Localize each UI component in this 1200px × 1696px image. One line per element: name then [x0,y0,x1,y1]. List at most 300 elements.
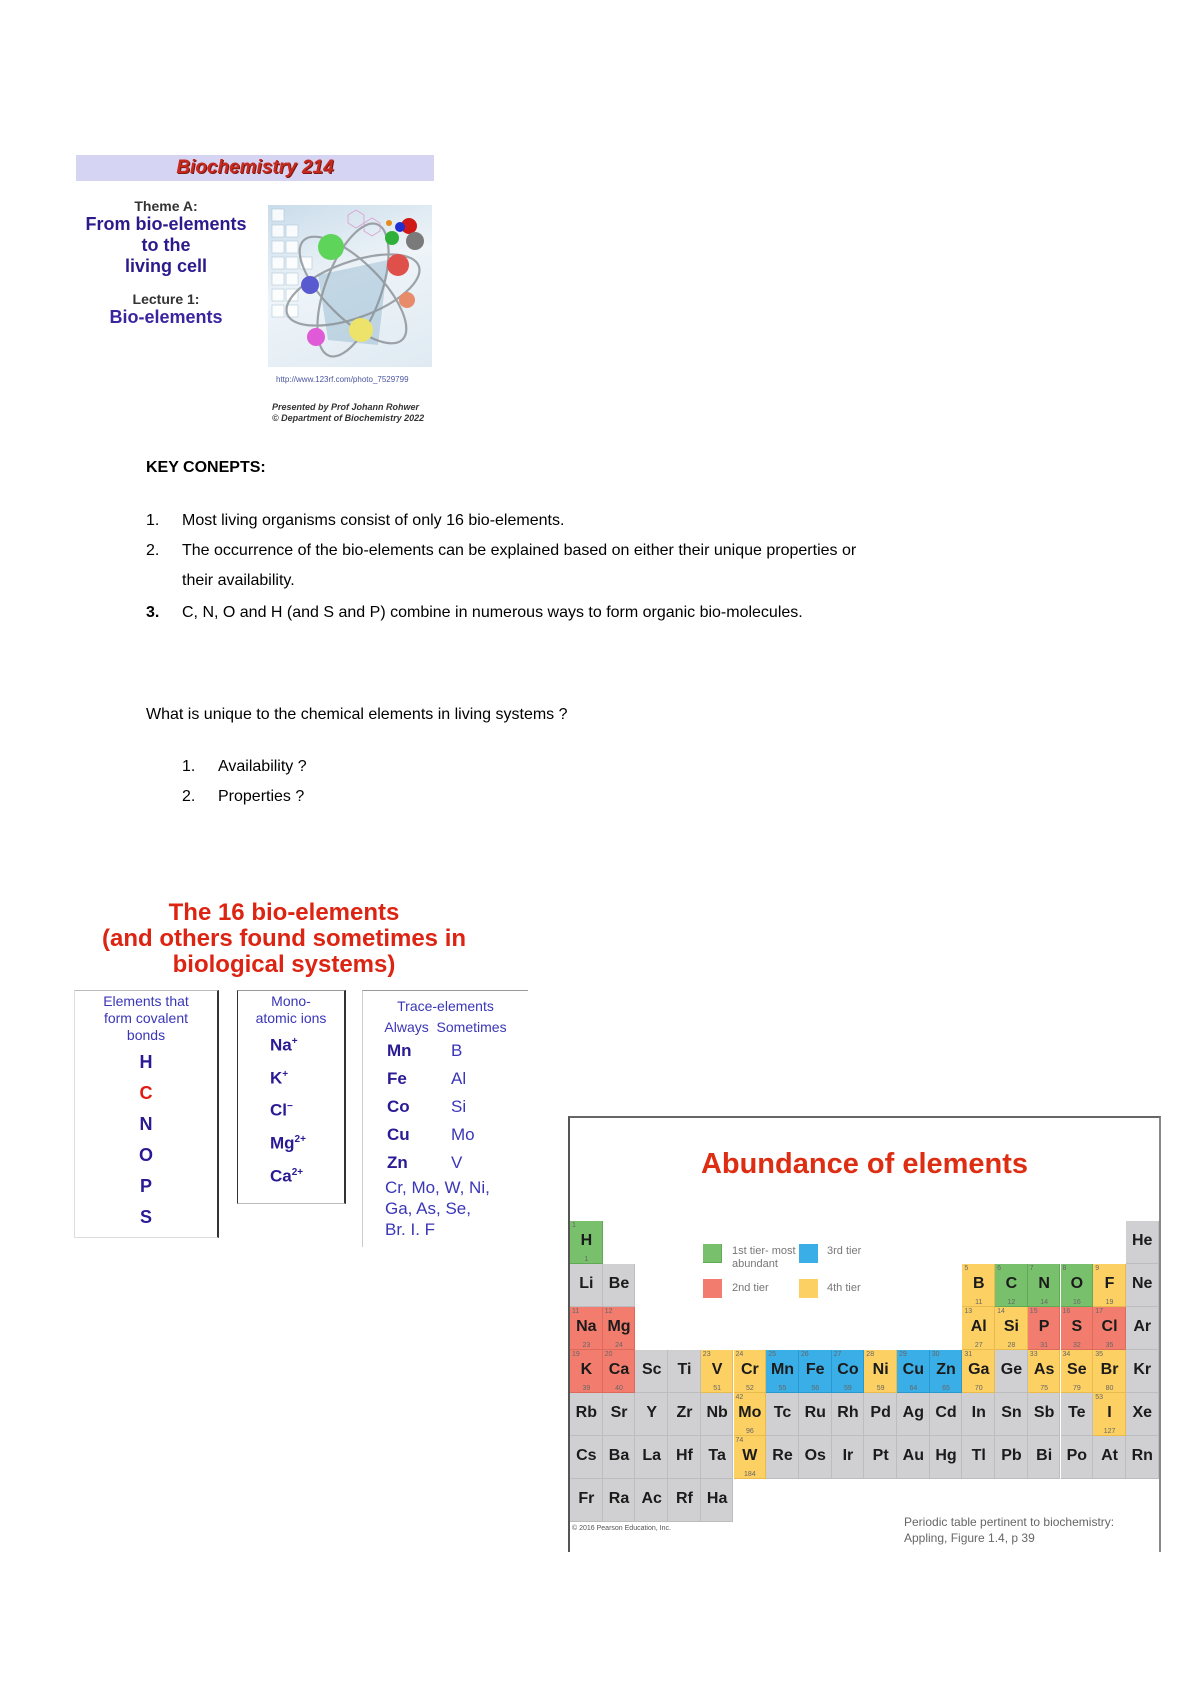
atomic-mass: 55 [778,1385,787,1392]
element-cell [635,1436,668,1479]
trace-row [363,1121,528,1149]
ion-charge: − [287,1101,293,1113]
element-cell [734,1436,767,1479]
header-line: bonds [126,1027,166,1043]
atomic-mass: 40 [615,1385,623,1392]
element-symbol: He [1132,1232,1153,1249]
element-symbol: Ac [641,1490,662,1507]
element-symbol: Ne [1132,1275,1153,1292]
element-cell [701,1436,734,1479]
sometimes-element: B [451,1041,463,1060]
theme-label: Theme A: [134,198,198,214]
element-symbol: Pd [870,1404,891,1421]
element-symbol: At [1101,1447,1118,1464]
element-cell [570,1221,603,1264]
element-cell [995,1264,1028,1307]
element-cell [832,1350,865,1393]
element-symbol: Ru [804,1404,826,1421]
element-cell [962,1307,995,1350]
element-symbol: S [139,1207,152,1227]
trace-elements-column [362,990,528,1247]
element-cell [668,1479,701,1522]
atomic-number: 13 [964,1308,973,1315]
atomic-number: 27 [833,1351,842,1358]
atomic-mass: 52 [745,1385,754,1392]
atomic-mass: 80 [1105,1385,1114,1392]
atomic-mass: 16 [1072,1299,1081,1306]
element-symbol: Ra [608,1490,630,1507]
list-number: 2. [146,542,160,559]
legend-swatch-tier1-icon [703,1244,722,1263]
element-symbol: Os [804,1447,826,1464]
element-symbol: Xe [1132,1404,1153,1421]
element-cell [1061,1393,1094,1436]
element-cell [570,1479,603,1522]
column-header [75,991,217,1044]
element-cell [766,1350,799,1393]
element-cell [832,1393,865,1436]
atomic-number: 34 [1062,1351,1071,1358]
question-item [182,787,582,809]
element-symbol: Ha [706,1490,728,1507]
element-cell [864,1393,897,1436]
key-concept-item [146,603,1046,625]
sometimes-element: Mo [451,1125,475,1144]
element-cell [570,1436,603,1479]
atomic-mass: 14 [1040,1299,1049,1306]
element-symbol: Sn [1001,1404,1022,1421]
element-symbol: Ar [1133,1318,1152,1335]
atomic-mass: 65 [942,1385,950,1392]
element-symbol: F [1104,1275,1115,1292]
atomic-number: 9 [1095,1265,1100,1272]
atomic-number: 11 [572,1308,580,1315]
element-symbol: Rb [575,1404,597,1421]
atomic-number: 29 [899,1351,907,1358]
trace-row [363,1037,528,1065]
element-cell [734,1393,767,1436]
element-symbol: Pt [872,1447,889,1464]
element-cell [668,1393,701,1436]
monoatomic-ions-column [237,990,346,1204]
atomic-mass: 59 [844,1385,852,1392]
element-symbol: P [139,1176,152,1196]
question-item [182,757,582,779]
element-cell [864,1436,897,1479]
ion-symbol: K [270,1068,283,1088]
atomic-mass: 12 [1007,1299,1016,1306]
legend-line: 1st tier- most [732,1245,796,1257]
question-item-text: Availability ? [218,758,307,775]
legend-swatch-tier3-icon [799,1244,818,1263]
element-symbol: Rf [675,1490,693,1507]
ion-item [238,1092,344,1125]
lecture-title: Bio-elements [109,307,223,327]
atom-periodic-illustration [268,205,432,367]
key-concept-item [146,541,1046,593]
copyright-notice: © 2016 Pearson Education, Inc. [572,1525,671,1532]
figure-caption [904,1514,1114,1546]
trace-row [363,1093,528,1121]
credit-line: © Department of Biochemistry 2022 [272,413,425,423]
atomic-number: 16 [1062,1308,1071,1315]
element-symbol: Na [576,1318,597,1335]
caption-line: Appling, Figure 1.4, p 39 [904,1531,1035,1545]
column-header: Trace-elements [397,998,494,1014]
atomic-number: 14 [997,1308,1005,1315]
theme-block [76,198,256,328]
element-symbol: N [1038,1275,1050,1292]
trace-more-line: Ga, As, Se, [385,1199,471,1218]
ion-item [238,1125,344,1158]
atomic-mass: 1 [584,1256,589,1263]
lecture-label: Lecture 1: [132,291,200,307]
element-symbol: Cs [576,1447,597,1464]
ion-item [238,1027,344,1060]
legend-label-tier1 [732,1245,796,1271]
element-symbol: Si [1003,1318,1019,1335]
bio-elements-title [74,900,494,978]
element-symbol: Hf [675,1447,693,1464]
key-concepts-heading: KEY CONEPTS: [146,459,266,476]
atomic-number: 25 [768,1351,776,1358]
atomic-mass: 28 [1007,1342,1016,1349]
theme-title-line: From bio-elements [85,214,247,234]
element-cell [1093,1393,1126,1436]
element-symbol: Mo [738,1404,762,1421]
element-cell [570,1350,603,1393]
key-concept-text: their availability. [182,572,295,589]
element-cell [962,1350,995,1393]
element-symbol: Re [772,1447,793,1464]
key-concept-text: Most living organisms consist of only 16 bio-elements. [182,512,565,529]
element-symbol: Sb [1033,1404,1055,1421]
element-cell [864,1350,897,1393]
atom-illustration-icon [268,205,432,367]
column-header [238,991,344,1027]
element-cell [603,1264,636,1307]
atomic-number: 33 [1029,1351,1038,1358]
atomic-mass: 70 [974,1385,983,1392]
ion-charge: + [282,1068,289,1080]
element-symbol: Rn [1131,1447,1153,1464]
legend-swatch-tier2-icon [703,1279,722,1298]
ion-symbol: Na [270,1035,292,1055]
element-cell [1126,1436,1159,1479]
element-symbol: Li [579,1275,594,1292]
list-number: 3. [146,604,160,621]
element-cell [1093,1307,1126,1350]
element-cell [1061,1264,1094,1307]
element-symbol: Ta [708,1447,726,1464]
element-symbol: Po [1066,1447,1088,1464]
atomic-number: 35 [1095,1351,1103,1358]
element-cell [635,1479,668,1522]
element-cell [1126,1393,1159,1436]
element-symbol: Cl [1101,1318,1118,1335]
element-symbol: Sc [641,1361,662,1378]
element-symbol: B [972,1275,985,1292]
ion-charge: 2+ [294,1133,306,1145]
element-symbol: K [580,1361,593,1378]
element-symbol: Kr [1133,1361,1152,1378]
element-symbol: Se [1067,1361,1087,1378]
element-cell [799,1436,832,1479]
element-symbol: In [971,1404,986,1421]
element-cell [995,1307,1028,1350]
element-symbol: Bi [1036,1447,1053,1464]
atomic-mass: 24 [615,1342,623,1349]
element-symbol: Cr [740,1361,759,1378]
legend-label-tier3: 3rd tier [827,1245,862,1257]
element-cell [1061,1350,1094,1393]
element-symbol: O [138,1145,153,1165]
element-symbol: S [1071,1318,1083,1335]
element-cell [930,1436,963,1479]
element-cell [897,1350,930,1393]
always-element: Mn [387,1041,412,1060]
element-cell [1061,1307,1094,1350]
legend-swatch-tier4-icon [799,1279,818,1298]
sometimes-element: Si [451,1097,467,1116]
header-line: Mono- [271,993,311,1009]
element-symbol: Rh [837,1404,859,1421]
element-symbol: Ba [608,1447,630,1464]
ion-item [238,1158,344,1191]
element-cell [930,1350,963,1393]
element-symbol: Fr [578,1490,595,1507]
caption-line: Periodic table pertinent to biochemistry: [904,1515,1115,1529]
trace-more-line: Cr, Mo, W, Ni, [385,1178,490,1197]
element-symbol: H [139,1052,153,1072]
element-symbol: Pb [1001,1447,1022,1464]
element-symbol: Ir [842,1447,854,1464]
ion-item [238,1060,344,1093]
element-symbol: Al [970,1318,987,1335]
header-line: Elements that [103,993,189,1009]
element-cell [799,1393,832,1436]
element-cell [1126,1307,1159,1350]
element-symbol: Ge [1000,1361,1023,1378]
element-cell [570,1393,603,1436]
ion-symbol: Cl [270,1100,287,1120]
sometimes-element: Al [451,1069,467,1088]
element-symbol: Ca [608,1361,630,1378]
element-symbol: V [711,1361,723,1378]
element-cell [701,1350,734,1393]
list-number: 1. [146,512,160,529]
atomic-mass: 96 [745,1428,754,1435]
title-slide-image [76,155,436,430]
element-cell [701,1393,734,1436]
atomic-mass: 31 [1040,1342,1049,1349]
atomic-mass: 75 [1040,1385,1049,1392]
element-symbol: Ti [677,1361,692,1378]
atomic-mass: 64 [909,1385,918,1392]
atomic-number: 8 [1062,1265,1067,1272]
element-cell [701,1479,734,1522]
element-cell [930,1393,963,1436]
element-cell [995,1393,1028,1436]
ion-symbol: Ca [270,1166,292,1186]
element-cell [570,1264,603,1307]
trace-row [363,1149,528,1177]
header-line: form covalent [103,1010,189,1026]
element-symbol: Cd [935,1404,957,1421]
atomic-mass: 27 [974,1342,983,1349]
atomic-mass: 19 [1105,1299,1114,1306]
question-text: What is unique to the chemical elements in living systems ? [146,706,568,723]
element-cell [766,1393,799,1436]
always-element: Fe [387,1069,407,1088]
ion-charge: 2+ [291,1166,304,1178]
element-symbol: Zr [676,1404,693,1421]
theme-title-line: living cell [124,256,208,276]
element-symbol: Tl [971,1447,986,1464]
element-symbol: Au [902,1447,924,1464]
element-cell [1126,1350,1159,1393]
element-cell [570,1307,603,1350]
element-symbol: Nb [706,1404,728,1421]
legend-label-tier4: 4th tier [827,1282,861,1294]
element-symbol: I [1107,1404,1112,1421]
header-line: atomic ions [255,1010,327,1026]
atomic-number: 30 [931,1351,940,1358]
element-cell [603,1393,636,1436]
atomic-number: 17 [1095,1308,1103,1315]
element-symbol: Te [1068,1404,1086,1421]
atomic-mass: 51 [713,1385,722,1392]
element-symbol: Be [608,1275,630,1292]
element-cell [1093,1350,1126,1393]
periodic-table-title: Abundance of elements [700,1148,1029,1180]
element-cell [1061,1436,1094,1479]
element-symbol: Hg [935,1447,957,1464]
element-cell [1126,1264,1159,1307]
element-symbol: Zn [936,1361,956,1378]
element-cell [635,1393,668,1436]
element-cell [668,1350,701,1393]
element-symbol: O [1070,1275,1084,1292]
atomic-mass: 184 [744,1471,756,1478]
atomic-number: 6 [997,1265,1001,1272]
always-element: Co [387,1097,410,1116]
column-subheader: Always Sometimes [384,1019,507,1035]
theme-title-line: to the [141,235,191,255]
element-cell [799,1350,832,1393]
element-cell [603,1307,636,1350]
element-cell [603,1350,636,1393]
list-number: 1. [182,758,196,775]
element-cell [766,1436,799,1479]
element-cell [962,1264,995,1307]
atomic-mass: 59 [876,1385,885,1392]
list-number: 2. [182,788,196,805]
title-line: The 16 bio-elements [168,899,400,926]
element-cell [832,1436,865,1479]
atomic-number: 53 [1095,1394,1103,1401]
element-cell [603,1436,636,1479]
atomic-mass: 127 [1103,1428,1116,1435]
legend-label-tier2: 2nd tier [732,1282,769,1294]
atomic-number: 28 [866,1351,875,1358]
element-cell [1028,1264,1061,1307]
element-cell [995,1350,1028,1393]
atomic-number: 19 [572,1351,580,1358]
covalent-elements-column [74,990,219,1238]
trace-row [363,1065,528,1093]
element-symbol: Sr [610,1404,628,1421]
element-cell [962,1436,995,1479]
element-cell [603,1479,636,1522]
title-line: (and others found sometimes in [101,925,467,952]
element-symbol: Tc [773,1404,792,1421]
atomic-mass: 32 [1072,1342,1081,1349]
always-element: Zn [387,1153,408,1172]
element-symbol: Co [837,1361,859,1378]
element-cell [1028,1393,1061,1436]
question-item-text: Properties ? [218,788,305,805]
atomic-number: 1 [572,1222,576,1229]
legend-line: abundant [732,1258,778,1270]
element-symbol: Br [1100,1361,1119,1378]
element-symbol: W [742,1447,758,1464]
atomic-number: 31 [964,1351,973,1358]
sometimes-element: V [451,1153,463,1172]
element-cell [1028,1307,1061,1350]
atomic-number: 15 [1029,1308,1038,1315]
atomic-number: 20 [604,1351,613,1358]
course-title: Biochemistry 214 [176,157,334,178]
key-concept-item [146,511,1046,533]
atomic-number: 74 [735,1437,744,1444]
atomic-number: 26 [800,1351,809,1358]
image-source-url: http://www.123rf.com/photo_7529799 [276,375,409,384]
element-symbol: N [139,1114,153,1134]
atomic-number: 42 [735,1394,744,1401]
element-symbol: Y [646,1404,658,1421]
atomic-mass: 11 [975,1299,983,1306]
key-concept-text: The occurrence of the bio-elements can be explained based on either their unique properties or [182,542,857,559]
credit-line: Presented by Prof Johann Rohwer [272,402,420,412]
element-cell [734,1350,767,1393]
element-symbol: Cu [902,1361,924,1378]
element-symbol-highlighted: C [139,1083,153,1103]
element-cell [1126,1221,1159,1264]
abundance-periodic-table [568,1116,1161,1552]
element-symbol: La [642,1447,662,1464]
element-cell [995,1436,1028,1479]
element-symbol: Ag [902,1404,924,1421]
presenter-credit [272,402,424,424]
element-cell [962,1393,995,1436]
atomic-number: 24 [735,1351,744,1358]
element-symbol: H [580,1232,593,1249]
atomic-mass: 56 [811,1385,820,1392]
element-symbol: C [1005,1275,1018,1292]
element-symbol: P [1038,1318,1050,1335]
key-concept-text: C, N, O and H (and S and P) combine in numerous ways to form organic bio-molecules. [182,604,803,621]
element-cell [1093,1436,1126,1479]
atomic-mass: 23 [582,1342,591,1349]
element-cell [897,1436,930,1479]
trace-more-line: Br. I. F [385,1220,436,1239]
element-symbol: Mg [607,1318,631,1335]
course-banner [76,155,434,181]
element-cell [635,1350,668,1393]
atomic-number: 7 [1029,1265,1034,1272]
atomic-mass: 79 [1072,1385,1081,1392]
